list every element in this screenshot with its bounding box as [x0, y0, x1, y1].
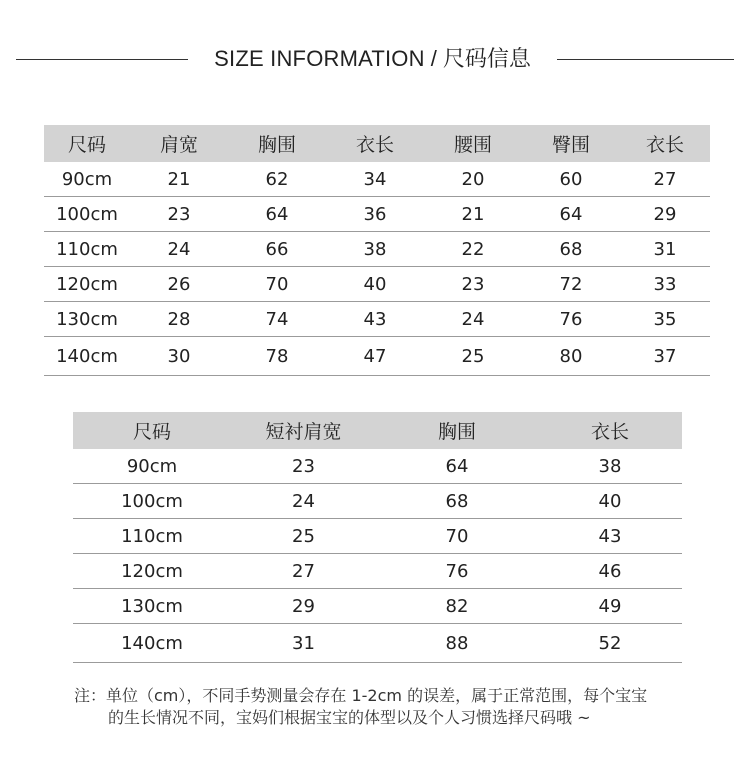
measurement-cell: 29: [231, 589, 376, 624]
size-cell: 140cm: [73, 624, 231, 663]
measurement-cell: 76: [522, 302, 620, 337]
measurement-cell: 28: [130, 302, 228, 337]
column-header: 衣长: [620, 125, 710, 162]
header-divider-left: [16, 59, 188, 60]
measurement-cell: 38: [326, 232, 424, 267]
measurement-cell: 29: [620, 197, 710, 232]
table-row: [44, 197, 710, 232]
size-cell: 110cm: [73, 519, 231, 554]
measurement-cell: 24: [130, 232, 228, 267]
measurement-cell: 64: [376, 449, 538, 484]
measurement-note: [74, 685, 734, 729]
column-header: 尺码: [73, 412, 231, 449]
measurement-cell: 88: [376, 624, 538, 663]
size-cell: 120cm: [73, 554, 231, 589]
table-row: [44, 337, 710, 376]
measurement-cell: 80: [522, 337, 620, 376]
measurement-cell: 23: [424, 267, 522, 302]
table-row: [73, 519, 682, 554]
measurement-cell: 68: [522, 232, 620, 267]
measurement-cell: 76: [376, 554, 538, 589]
measurement-cell: 43: [326, 302, 424, 337]
table-body: [73, 449, 682, 663]
note-line-1: 注：单位（cm），不同手势测量会存在 1-2cm 的误差，属于正常范围，每个宝宝: [74, 686, 648, 705]
measurement-cell: 26: [130, 267, 228, 302]
measurement-cell: 31: [620, 232, 710, 267]
note-line-2: 的生长情况不同，宝妈们根据宝宝的体型以及个人习惯选择尺码哦 ~: [108, 708, 591, 727]
table-row: [44, 232, 710, 267]
measurement-cell: 25: [424, 337, 522, 376]
measurement-cell: 24: [231, 484, 376, 519]
column-header: 衣长: [538, 412, 682, 449]
measurement-cell: 72: [522, 267, 620, 302]
measurement-cell: 60: [522, 162, 620, 197]
measurement-cell: 64: [522, 197, 620, 232]
measurement-cell: 37: [620, 337, 710, 376]
measurement-cell: 70: [228, 267, 326, 302]
size-cell: 130cm: [73, 589, 231, 624]
size-table-shirt: [73, 412, 682, 663]
measurement-cell: 22: [424, 232, 522, 267]
table-row: [73, 589, 682, 624]
column-header: 衣长: [326, 125, 424, 162]
table-row: [44, 267, 710, 302]
measurement-cell: 46: [538, 554, 682, 589]
measurement-cell: 66: [228, 232, 326, 267]
size-cell: 110cm: [44, 232, 130, 267]
measurement-cell: 78: [228, 337, 326, 376]
measurement-cell: 21: [424, 197, 522, 232]
measurement-cell: 31: [231, 624, 376, 663]
table-row: [44, 162, 710, 197]
header-divider-right: [557, 59, 734, 60]
column-header: 短衬肩宽: [231, 412, 376, 449]
measurement-cell: 24: [424, 302, 522, 337]
size-table-full: [44, 125, 710, 376]
measurement-cell: 43: [538, 519, 682, 554]
table-row: [73, 484, 682, 519]
measurement-cell: 64: [228, 197, 326, 232]
table-header-row: [73, 412, 682, 449]
measurement-cell: 20: [424, 162, 522, 197]
measurement-cell: 40: [326, 267, 424, 302]
size-cell: 120cm: [44, 267, 130, 302]
title-chinese: 尺码信息: [442, 47, 531, 72]
table-row: [73, 624, 682, 663]
title-english: SIZE INFORMATION: [214, 46, 425, 71]
size-cell: 140cm: [44, 337, 130, 376]
column-header: 腰围: [424, 125, 522, 162]
page-title: [200, 44, 545, 75]
measurement-cell: 70: [376, 519, 538, 554]
measurement-cell: 74: [228, 302, 326, 337]
measurement-cell: 47: [326, 337, 424, 376]
measurement-cell: 33: [620, 267, 710, 302]
measurement-cell: 35: [620, 302, 710, 337]
title-separator: /: [430, 46, 437, 71]
measurement-cell: 82: [376, 589, 538, 624]
table-row: [73, 554, 682, 589]
measurement-cell: 34: [326, 162, 424, 197]
column-header: 尺码: [44, 125, 130, 162]
measurement-cell: 40: [538, 484, 682, 519]
measurement-cell: 23: [231, 449, 376, 484]
table-row: [73, 449, 682, 484]
table-header-row: [44, 125, 710, 162]
table-body: [44, 162, 710, 376]
size-cell: 90cm: [44, 162, 130, 197]
table-row: [44, 302, 710, 337]
column-header: 胸围: [228, 125, 326, 162]
measurement-cell: 27: [231, 554, 376, 589]
measurement-cell: 36: [326, 197, 424, 232]
column-header: 肩宽: [130, 125, 228, 162]
size-cell: 100cm: [44, 197, 130, 232]
measurement-cell: 27: [620, 162, 710, 197]
measurement-cell: 38: [538, 449, 682, 484]
column-header: 臀围: [522, 125, 620, 162]
column-header: 胸围: [376, 412, 538, 449]
measurement-cell: 30: [130, 337, 228, 376]
measurement-cell: 68: [376, 484, 538, 519]
measurement-cell: 25: [231, 519, 376, 554]
measurement-cell: 23: [130, 197, 228, 232]
size-cell: 90cm: [73, 449, 231, 484]
size-cell: 100cm: [73, 484, 231, 519]
size-cell: 130cm: [44, 302, 130, 337]
measurement-cell: 62: [228, 162, 326, 197]
measurement-cell: 52: [538, 624, 682, 663]
measurement-cell: 21: [130, 162, 228, 197]
measurement-cell: 49: [538, 589, 682, 624]
